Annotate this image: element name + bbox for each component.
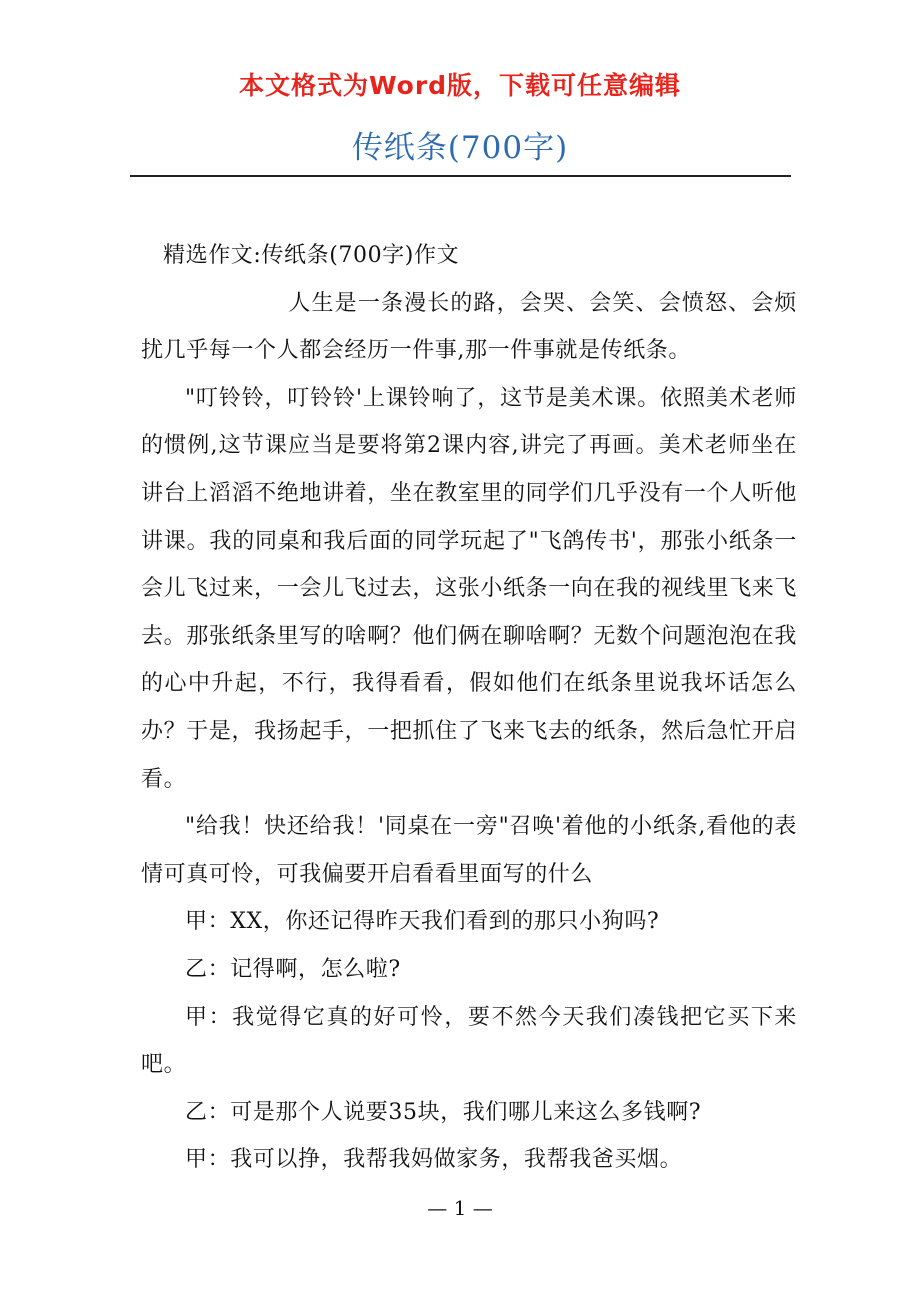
paragraph: "叮铃铃，叮铃铃'上课铃响了，这节是美术课。依照美术老师的惯例,这节课应当是要将第2课内容,讲完了再画。美术老师坐在讲台上滔滔不绝地讲着，坐在教室里的同学们几乎没有一个人听他讲课。我的同桌和我后面的同学玩起了"飞鸽传书'，那张小纸条一会儿飞过来，一会儿飞过去，这张小纸条一向在我的视线里飞来飞去。那张纸条里写的啥啊？他们俩在聊啥啊？无数个问题泡泡在我的心中升起，不行，我得看看，假如他们在纸条里说我坏话怎么办？于是，我扬起手，一把抓住了飞来飞去的纸条，然后急忙开启看。 <box>141 385 797 792</box>
page-number: — 1 — <box>427 1196 493 1220</box>
document-body <box>141 232 797 1184</box>
paragraph: "给我！快还给我！'同桌在一旁"召唤'着他的小纸条,看他的表情可真可怜，可我偏要开启看看里面写的什么 <box>141 814 797 887</box>
dialogue-line: 甲：XX，你还记得昨天我们看到的那只小狗吗? <box>185 909 660 935</box>
paragraph: 人生是一条漫长的路，会哭、会笑、会愤怒、会烦扰几乎每一个人都会经历一件事,那一件事就是传纸条。 <box>141 290 797 364</box>
format-notice-banner: 本文格式为Word版，下载可任意编辑 <box>238 71 682 100</box>
title-divider <box>130 175 791 177</box>
dialogue-line: 甲：我觉得它真的好可怜，要不然今天我们凑钱把它买下来吧。 <box>141 1004 797 1078</box>
dialogue-line: 乙：记得啊，怎么啦? <box>185 956 401 982</box>
essay-source-line: 精选作文:传纸条(700字)作文 <box>163 243 460 268</box>
document-title: 传纸条(700字) <box>351 130 569 166</box>
dialogue-line: 甲：我可以挣，我帮我妈做家务，我帮我爸买烟。 <box>185 1147 683 1173</box>
dialogue-line: 乙：可是那个人说要35块，我们哪儿来这么多钱啊? <box>185 1099 702 1125</box>
